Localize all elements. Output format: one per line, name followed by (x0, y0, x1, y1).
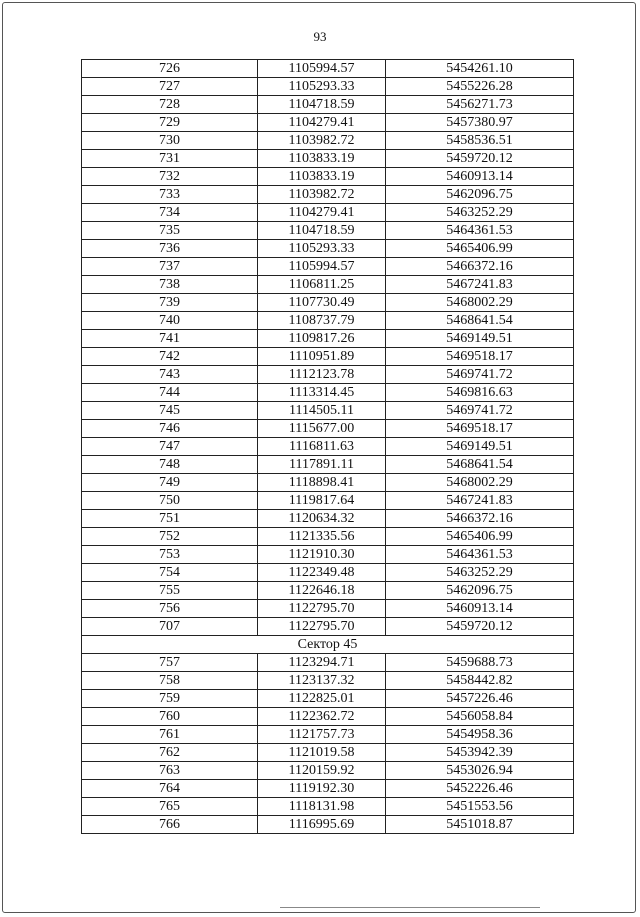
table-row (82, 222, 574, 240)
point-number-cell: 766 (82, 816, 258, 834)
point-number-cell: 743 (82, 366, 258, 384)
x-coordinate-cell: 1105293.33 (258, 240, 386, 258)
y-coordinate-cell: 5462096.75 (386, 582, 574, 600)
section-title: Сектор 45 (82, 636, 574, 654)
y-coordinate-cell: 5457226.46 (386, 690, 574, 708)
table-row (82, 258, 574, 276)
x-coordinate-cell: 1118898.41 (258, 474, 386, 492)
y-coordinate-cell: 5459688.73 (386, 654, 574, 672)
y-coordinate-cell: 5467241.83 (386, 492, 574, 510)
y-coordinate-cell: 5464361.53 (386, 546, 574, 564)
table-row (82, 456, 574, 474)
point-number-cell: 733 (82, 186, 258, 204)
table-row (82, 78, 574, 96)
x-coordinate-cell: 1120634.32 (258, 510, 386, 528)
coordinates-table-body (82, 60, 574, 834)
x-coordinate-cell: 1110951.89 (258, 348, 386, 366)
point-number-cell: 731 (82, 150, 258, 168)
y-coordinate-cell: 5469518.17 (386, 348, 574, 366)
x-coordinate-cell: 1122349.48 (258, 564, 386, 582)
point-number-cell: 728 (82, 96, 258, 114)
x-coordinate-cell: 1105994.57 (258, 60, 386, 78)
x-coordinate-cell: 1107730.49 (258, 294, 386, 312)
x-coordinate-cell: 1114505.11 (258, 402, 386, 420)
y-coordinate-cell: 5466372.16 (386, 510, 574, 528)
coordinates-table (81, 59, 574, 834)
point-number-cell: 730 (82, 132, 258, 150)
table-row (82, 726, 574, 744)
point-number-cell: 747 (82, 438, 258, 456)
table-row (82, 510, 574, 528)
table-row (82, 492, 574, 510)
x-coordinate-cell: 1120159.92 (258, 762, 386, 780)
table-row (82, 114, 574, 132)
table-row (82, 384, 574, 402)
y-coordinate-cell: 5453026.94 (386, 762, 574, 780)
point-number-cell: 737 (82, 258, 258, 276)
x-coordinate-cell: 1122362.72 (258, 708, 386, 726)
point-number-cell: 734 (82, 204, 258, 222)
x-coordinate-cell: 1119192.30 (258, 780, 386, 798)
table-row (82, 312, 574, 330)
point-number-cell: 763 (82, 762, 258, 780)
x-coordinate-cell: 1118131.98 (258, 798, 386, 816)
table-row (82, 582, 574, 600)
table-row (82, 438, 574, 456)
point-number-cell: 759 (82, 690, 258, 708)
y-coordinate-cell: 5456271.73 (386, 96, 574, 114)
point-number-cell: 756 (82, 600, 258, 618)
x-coordinate-cell: 1122825.01 (258, 690, 386, 708)
point-number-cell: 745 (82, 402, 258, 420)
table-row (82, 276, 574, 294)
point-number-cell: 754 (82, 564, 258, 582)
table-row (82, 816, 574, 834)
table-row (82, 744, 574, 762)
point-number-cell: 757 (82, 654, 258, 672)
y-coordinate-cell: 5452226.46 (386, 780, 574, 798)
point-number-cell: 744 (82, 384, 258, 402)
x-coordinate-cell: 1103833.19 (258, 168, 386, 186)
x-coordinate-cell: 1122795.70 (258, 618, 386, 636)
point-number-cell: 764 (82, 780, 258, 798)
table-row (82, 186, 574, 204)
table-row (82, 474, 574, 492)
x-coordinate-cell: 1104279.41 (258, 204, 386, 222)
y-coordinate-cell: 5468002.29 (386, 294, 574, 312)
table-row (82, 546, 574, 564)
table-row (82, 564, 574, 582)
point-number-cell: 735 (82, 222, 258, 240)
table-row (82, 132, 574, 150)
y-coordinate-cell: 5456058.84 (386, 708, 574, 726)
x-coordinate-cell: 1115677.00 (258, 420, 386, 438)
table-row (82, 600, 574, 618)
y-coordinate-cell: 5457380.97 (386, 114, 574, 132)
x-coordinate-cell: 1106811.25 (258, 276, 386, 294)
table-row (82, 708, 574, 726)
point-number-cell: 752 (82, 528, 258, 546)
x-coordinate-cell: 1117891.11 (258, 456, 386, 474)
table-row (82, 420, 574, 438)
table-row (82, 168, 574, 186)
x-coordinate-cell: 1103982.72 (258, 186, 386, 204)
point-number-cell: 732 (82, 168, 258, 186)
point-number-cell: 707 (82, 618, 258, 636)
table-row (82, 672, 574, 690)
table-row (82, 204, 574, 222)
point-number-cell: 738 (82, 276, 258, 294)
x-coordinate-cell: 1103833.19 (258, 150, 386, 168)
y-coordinate-cell: 5460913.14 (386, 168, 574, 186)
y-coordinate-cell: 5462096.75 (386, 186, 574, 204)
point-number-cell: 729 (82, 114, 258, 132)
point-number-cell: 739 (82, 294, 258, 312)
point-number-cell: 726 (82, 60, 258, 78)
section-header-row (82, 636, 574, 654)
y-coordinate-cell: 5463252.29 (386, 204, 574, 222)
y-coordinate-cell: 5469518.17 (386, 420, 574, 438)
x-coordinate-cell: 1116995.69 (258, 816, 386, 834)
table-row (82, 60, 574, 78)
x-coordinate-cell: 1113314.45 (258, 384, 386, 402)
y-coordinate-cell: 5469741.72 (386, 366, 574, 384)
x-coordinate-cell: 1121910.30 (258, 546, 386, 564)
y-coordinate-cell: 5453942.39 (386, 744, 574, 762)
point-number-cell: 760 (82, 708, 258, 726)
y-coordinate-cell: 5469149.51 (386, 330, 574, 348)
y-coordinate-cell: 5469741.72 (386, 402, 574, 420)
x-coordinate-cell: 1103982.72 (258, 132, 386, 150)
y-coordinate-cell: 5454261.10 (386, 60, 574, 78)
y-coordinate-cell: 5467241.83 (386, 276, 574, 294)
y-coordinate-cell: 5466372.16 (386, 258, 574, 276)
table-row (82, 780, 574, 798)
y-coordinate-cell: 5468641.54 (386, 456, 574, 474)
y-coordinate-cell: 5459720.12 (386, 150, 574, 168)
point-number-cell: 742 (82, 348, 258, 366)
point-number-cell: 755 (82, 582, 258, 600)
y-coordinate-cell: 5469149.51 (386, 438, 574, 456)
x-coordinate-cell: 1109817.26 (258, 330, 386, 348)
table-row (82, 654, 574, 672)
point-number-cell: 753 (82, 546, 258, 564)
point-number-cell: 741 (82, 330, 258, 348)
x-coordinate-cell: 1104279.41 (258, 114, 386, 132)
point-number-cell: 765 (82, 798, 258, 816)
y-coordinate-cell: 5451553.56 (386, 798, 574, 816)
table-row (82, 96, 574, 114)
point-number-cell: 727 (82, 78, 258, 96)
table-row (82, 618, 574, 636)
table-row (82, 402, 574, 420)
x-coordinate-cell: 1116811.63 (258, 438, 386, 456)
table-row (82, 240, 574, 258)
y-coordinate-cell: 5451018.87 (386, 816, 574, 834)
x-coordinate-cell: 1123137.32 (258, 672, 386, 690)
table-row (82, 762, 574, 780)
y-coordinate-cell: 5465406.99 (386, 528, 574, 546)
table-row (82, 528, 574, 546)
table-row (82, 348, 574, 366)
table-row (82, 690, 574, 708)
footer-line (280, 907, 540, 908)
x-coordinate-cell: 1121019.58 (258, 744, 386, 762)
x-coordinate-cell: 1121757.73 (258, 726, 386, 744)
y-coordinate-cell: 5469816.63 (386, 384, 574, 402)
point-number-cell: 740 (82, 312, 258, 330)
point-number-cell: 750 (82, 492, 258, 510)
point-number-cell: 746 (82, 420, 258, 438)
y-coordinate-cell: 5454958.36 (386, 726, 574, 744)
x-coordinate-cell: 1108737.79 (258, 312, 386, 330)
y-coordinate-cell: 5455226.28 (386, 78, 574, 96)
table-row (82, 798, 574, 816)
y-coordinate-cell: 5458536.51 (386, 132, 574, 150)
x-coordinate-cell: 1119817.64 (258, 492, 386, 510)
x-coordinate-cell: 1122646.18 (258, 582, 386, 600)
x-coordinate-cell: 1105293.33 (258, 78, 386, 96)
y-coordinate-cell: 5458442.82 (386, 672, 574, 690)
y-coordinate-cell: 5460913.14 (386, 600, 574, 618)
x-coordinate-cell: 1121335.56 (258, 528, 386, 546)
y-coordinate-cell: 5464361.53 (386, 222, 574, 240)
table-row (82, 294, 574, 312)
point-number-cell: 762 (82, 744, 258, 762)
point-number-cell: 749 (82, 474, 258, 492)
x-coordinate-cell: 1104718.59 (258, 96, 386, 114)
table-row (82, 330, 574, 348)
point-number-cell: 751 (82, 510, 258, 528)
y-coordinate-cell: 5468002.29 (386, 474, 574, 492)
y-coordinate-cell: 5468641.54 (386, 312, 574, 330)
x-coordinate-cell: 1112123.78 (258, 366, 386, 384)
x-coordinate-cell: 1122795.70 (258, 600, 386, 618)
table-row (82, 150, 574, 168)
point-number-cell: 758 (82, 672, 258, 690)
y-coordinate-cell: 5459720.12 (386, 618, 574, 636)
y-coordinate-cell: 5465406.99 (386, 240, 574, 258)
x-coordinate-cell: 1104718.59 (258, 222, 386, 240)
table-row (82, 366, 574, 384)
point-number-cell: 761 (82, 726, 258, 744)
x-coordinate-cell: 1123294.71 (258, 654, 386, 672)
page-number: 93 (313, 29, 327, 44)
point-number-cell: 748 (82, 456, 258, 474)
x-coordinate-cell: 1105994.57 (258, 258, 386, 276)
y-coordinate-cell: 5463252.29 (386, 564, 574, 582)
point-number-cell: 736 (82, 240, 258, 258)
